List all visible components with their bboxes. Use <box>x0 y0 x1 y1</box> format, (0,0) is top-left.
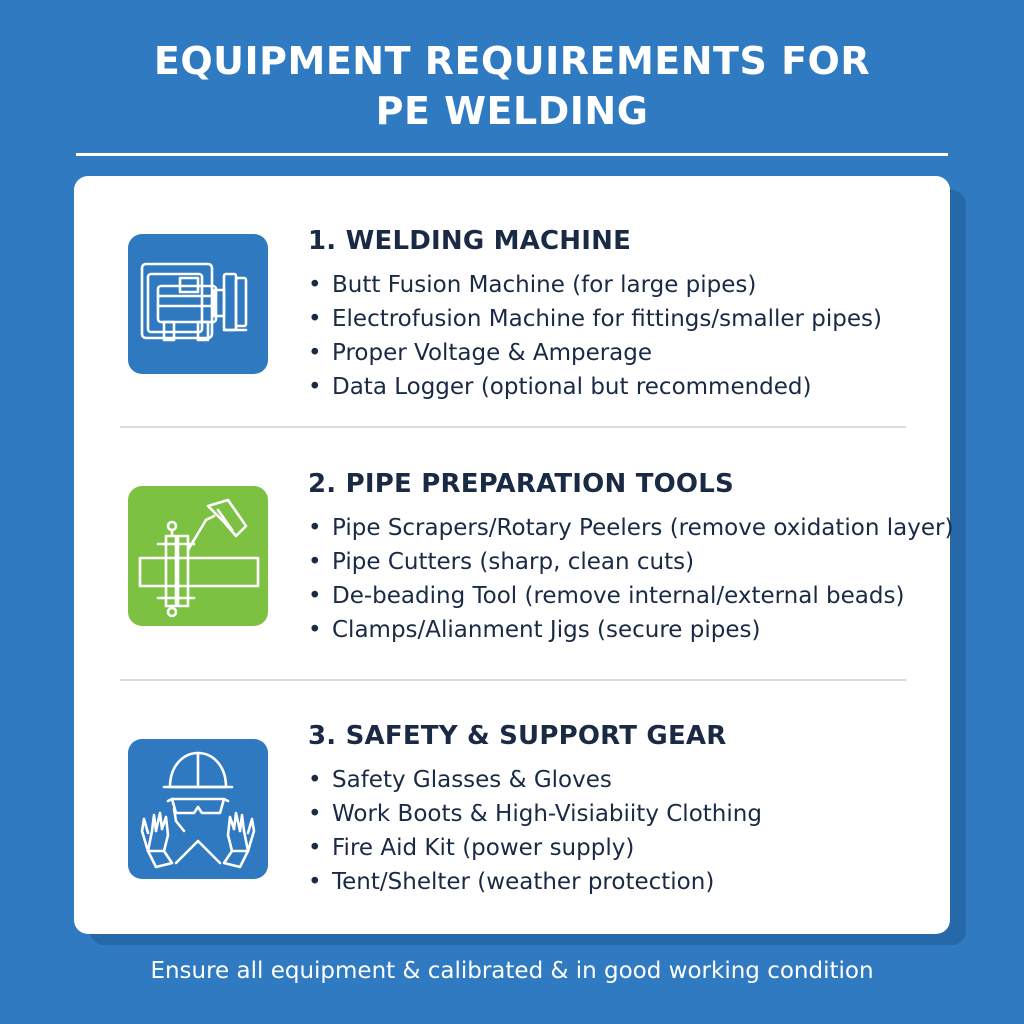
item-list <box>306 268 882 404</box>
footer-note: Ensure all equipment & calibrated & in good working condition <box>150 958 874 984</box>
safety-gear-icon <box>128 739 268 879</box>
section-heading: 3. SAFETY & SUPPORT GEAR <box>308 721 727 751</box>
list-item: • Data Logger (optional but recommended) <box>306 370 882 404</box>
list-item: • Proper Voltage & Amperage <box>306 336 882 370</box>
item-list <box>306 763 762 899</box>
list-item: • Tent/Shelter (weather protection) <box>306 865 762 899</box>
title-underline <box>76 153 948 156</box>
list-item: • Pipe Scrapers/Rotary Peelers (remove oxidation layer) <box>306 511 953 545</box>
list-item: • Safety Glasses & Gloves <box>306 763 762 797</box>
item-list <box>306 511 953 647</box>
section-divider <box>120 679 906 681</box>
section-heading: 2. PIPE PREPARATION TOOLS <box>308 469 734 499</box>
title-line-2: PE WELDING <box>375 89 649 133</box>
title-line-1: EQUIPMENT REQUIREMENTS FOR <box>153 39 871 83</box>
requirements-card <box>74 176 954 934</box>
list-item: • De-beading Tool (remove internal/external beads) <box>306 579 953 613</box>
welding-machine-icon <box>128 234 268 374</box>
list-item: • Butt Fusion Machine (for large pipes) <box>306 268 882 302</box>
section-divider <box>120 426 906 428</box>
page-title <box>0 36 1024 136</box>
list-item: • Electrofusion Machine for fittings/smaller pipes) <box>306 302 882 336</box>
list-item: • Pipe Cutters (sharp, clean cuts) <box>306 545 953 579</box>
list-item: • Clamps/Alianment Jigs (secure pipes) <box>306 613 953 647</box>
list-item: • Work Boots & High-Visiabiity Clothing <box>306 797 762 831</box>
list-item: • Fire Aid Kit (power supply) <box>306 831 762 865</box>
pipe-tools-icon <box>128 486 268 626</box>
section-heading: 1. WELDING MACHINE <box>308 226 632 256</box>
